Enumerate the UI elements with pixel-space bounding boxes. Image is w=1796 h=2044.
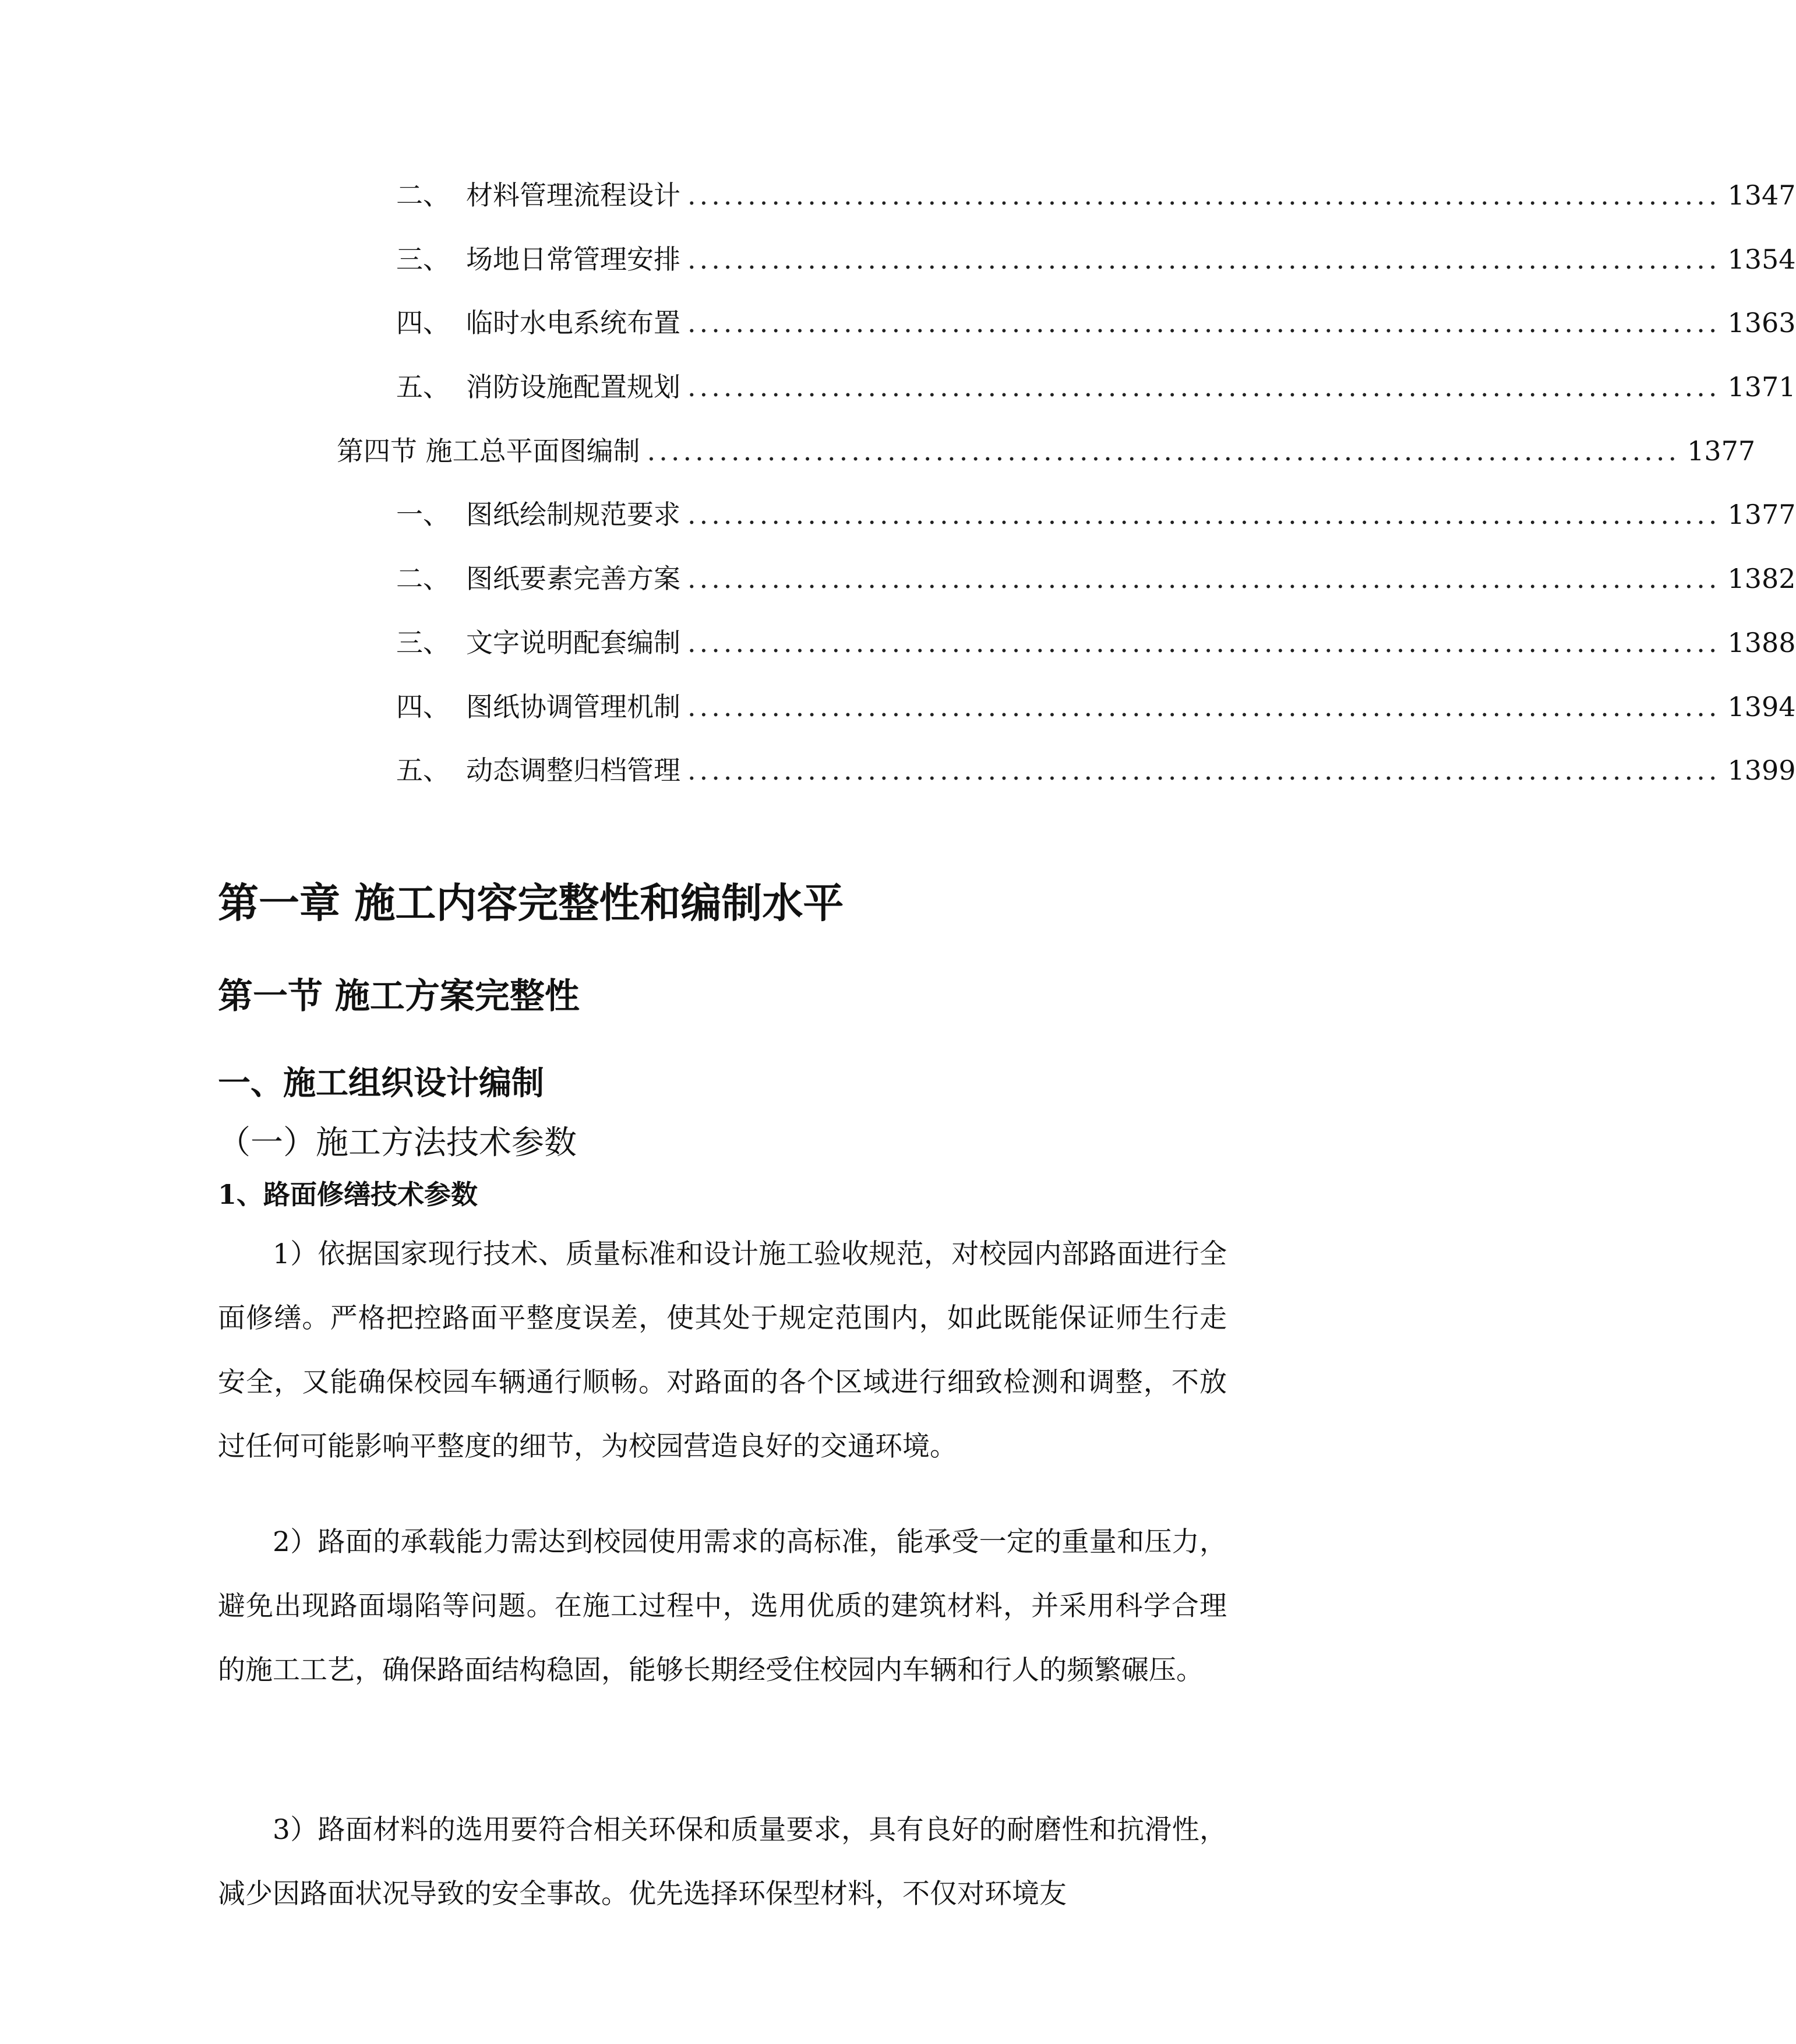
toc-leader-dots: ......................................................................................: [687, 307, 1721, 339]
toc-entry[interactable]: [396, 305, 1796, 340]
toc-page-number: 1382: [1727, 563, 1796, 594]
toc-leader-dots: ......................................................................................: [687, 499, 1721, 530]
toc-leader-dots: ......................................................................................: [687, 179, 1721, 211]
toc-leader-dots: ......................................................................................: [687, 371, 1721, 403]
toc-prefix: 三、: [396, 627, 450, 658]
toc-leader-dots: ......................................................................................: [687, 627, 1721, 658]
toc-leader-dots: ......................................................................................: [647, 435, 1681, 467]
toc-entry[interactable]: [396, 561, 1796, 596]
toc-page-number: 1388: [1727, 627, 1796, 658]
toc-page-number: 1399: [1727, 755, 1796, 786]
toc-page-number: 1363: [1727, 307, 1796, 339]
toc-entry[interactable]: [396, 625, 1796, 660]
toc-entry[interactable]: [396, 689, 1796, 724]
toc-page-number: 1394: [1727, 691, 1796, 723]
toc-page-number: 1347: [1727, 179, 1796, 211]
toc-prefix: 五、: [396, 755, 450, 786]
toc-prefix: 一、: [396, 499, 450, 530]
toc-entry[interactable]: [396, 497, 1796, 532]
toc-page-number: 1371: [1727, 371, 1796, 403]
toc-entry[interactable]: [396, 753, 1796, 788]
toc-title: 施工总平面图编制: [425, 435, 640, 467]
toc-leader-dots: ......................................................................................: [687, 755, 1721, 786]
chapter-title: 第一章 施工内容完整性和编制水平: [218, 879, 844, 927]
toc-title: 图纸协调管理机制: [466, 691, 680, 723]
toc-title: 动态调整归档管理: [466, 755, 680, 786]
toc-prefix: 五、: [396, 371, 450, 403]
subsubsection-title: （一）施工方法技术参数: [218, 1124, 577, 1162]
toc-prefix: 四、: [396, 691, 450, 723]
toc-prefix: 四、: [396, 307, 450, 339]
toc-leader-dots: ......................................................................................: [687, 691, 1721, 723]
toc-prefix: 二、: [396, 563, 450, 594]
toc-title: 图纸要素完善方案: [466, 563, 680, 594]
toc-page-number: 1377: [1727, 499, 1796, 530]
toc-entry-section[interactable]: [337, 434, 1756, 468]
toc-title: 文字说明配套编制: [466, 627, 680, 658]
toc-leader-dots: ......................................................................................: [687, 244, 1721, 275]
toc-title: 材料管理流程设计: [466, 179, 680, 211]
toc-prefix: 二、: [396, 179, 450, 211]
toc-prefix: 三、: [396, 244, 450, 275]
body-paragraph: 2）路面的承载能力需达到校园使用需求的高标准，能承受一定的重量和压力，避免出现路面塌陷等问题。在施工过程中，选用优质的建筑材料，并采用科学合理的施工工艺，确保路面结构稳固，能够长期经受住校园内车辆和行人的频繁碾压。: [218, 1526, 1227, 1686]
toc-leader-dots: ......................................................................................: [687, 563, 1721, 594]
subsection-title: 一、施工组织设计编制: [218, 1065, 544, 1102]
toc-title: 消防设施配置规划: [466, 371, 680, 403]
toc-prefix: 第四节: [337, 435, 417, 467]
item-title: 1、路面修缮技术参数: [218, 1179, 478, 1210]
toc-page-number: 1354: [1727, 244, 1796, 275]
body-paragraph: 1）依据国家现行技术、质量标准和设计施工验收规范，对校园内部路面进行全面修缮。严格把控路面平整度误差，使其处于规定范围内，如此既能保证师生行走安全，又能确保校园车辆通行顺畅。对路面的各个区域进行细致检测和调整，不放过任何可能影响平整度的细节，为校园营造良好的交通环境。: [218, 1238, 1227, 1462]
body-paragraph: 3）路面材料的选用要符合相关环保和质量要求，具有良好的耐磨性和抗滑性，减少因路面状况导致的安全事故。优先选择环保型材料，不仅对环境友: [218, 1814, 1227, 1910]
toc-title: 场地日常管理安排: [466, 244, 680, 275]
toc-entry[interactable]: [396, 369, 1796, 404]
toc-title: 临时水电系统布置: [466, 307, 680, 339]
section-title: 第一节 施工方案完整性: [218, 976, 580, 1017]
toc-entry[interactable]: [396, 178, 1796, 213]
toc-entry[interactable]: [396, 242, 1796, 277]
toc-page-number: 1377: [1687, 435, 1756, 467]
toc-title: 图纸绘制规范要求: [466, 499, 680, 530]
